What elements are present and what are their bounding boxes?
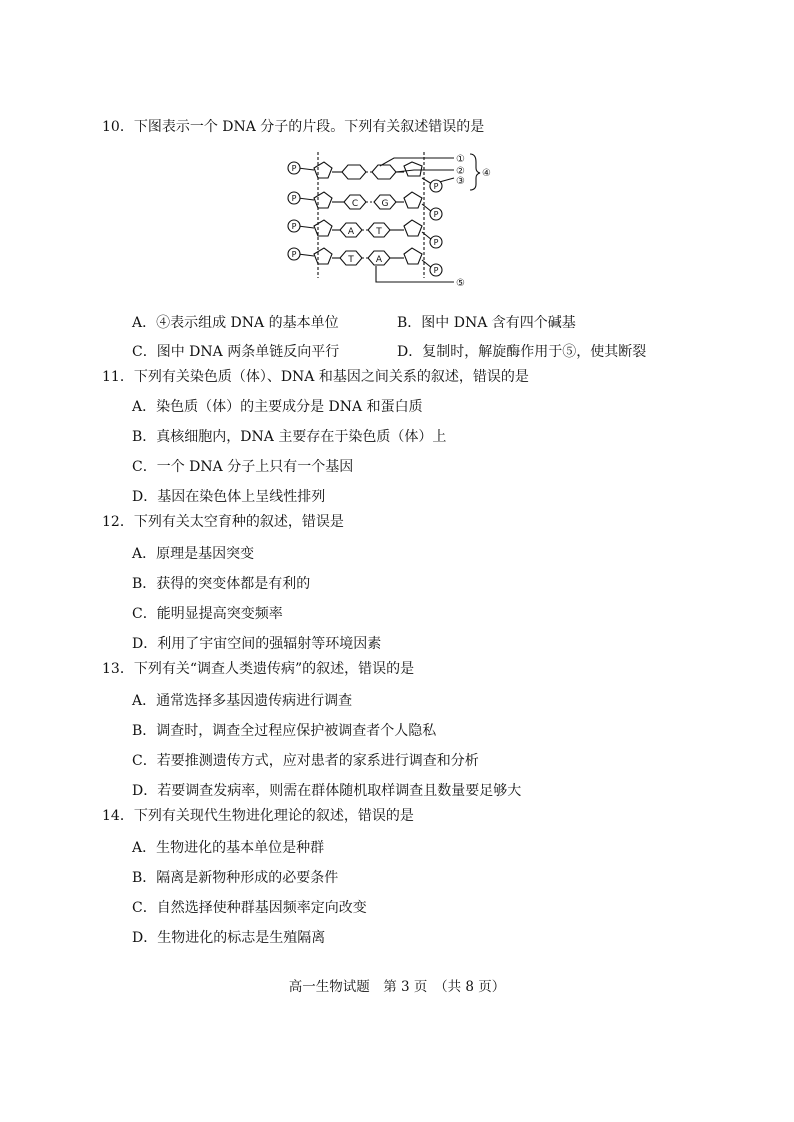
q13-option-d: D．若要调查发病率，则需在群体随机取样调查且数量要足够大 [132, 783, 522, 799]
q12-option-d: D．利用了宇宙空间的强辐射等环境因素 [132, 636, 382, 652]
phosphate-label: P [291, 194, 297, 203]
phosphate-label: P [291, 250, 297, 259]
phosphate-label: P [433, 210, 439, 219]
q13-option-a: A．通常选择多基因遗传病进行调查 [132, 693, 353, 709]
callout-1: ① [456, 154, 465, 165]
base-label: T [376, 227, 382, 237]
q13-option-b: B．调查时，调查全过程应保护被调查者个人隐私 [132, 723, 437, 739]
base-label: A [375, 255, 383, 265]
q10-stem: 10．下图表示一个 DNA 分子的片段。下列有关叙述错误的是 [102, 119, 485, 135]
q13-stem: 13．下列有关“调查人类遗传病”的叙述，错误的是 [102, 661, 415, 677]
q14-option-b: B．隔离是新物种形成的必要条件 [132, 870, 339, 886]
q11-option-a: A．染色质（体）的主要成分是 DNA 和蛋白质 [132, 399, 423, 415]
q11-stem: 11．下列有关染色质（体）、DNA 和基因之间关系的叙述，错误的是 [102, 369, 529, 385]
q12-option-a: A．原理是基因突变 [132, 546, 255, 562]
q12-option-b: B．获得的突变体都是有利的 [132, 576, 311, 592]
phosphate-label: P [291, 222, 297, 231]
q14-option-a: A．生物进化的基本单位是种群 [132, 840, 325, 856]
q10-option-b: B．图中 DNA 含有四个碱基 [397, 315, 576, 331]
q12-stem: 12．下列有关太空育种的叙述，错误是 [102, 514, 344, 530]
q14-option-c: C．自然选择使种群基因频率定向改变 [132, 900, 367, 916]
callout-2: ② [456, 166, 465, 177]
phosphate-label: P [433, 182, 439, 191]
q14-stem: 14．下列有关现代生物进化理论的叙述，错误的是 [102, 808, 414, 824]
q10-option-c: C．图中 DNA 两条单链反向平行 [132, 344, 340, 360]
phosphate-label: P [433, 238, 439, 247]
base-label: C [351, 199, 359, 209]
phosphate-label: P [291, 164, 297, 173]
q10-option-d: D．复制时，解旋酶作用于⑤，使其断裂 [397, 344, 647, 360]
page-footer: 高一生物试题 第 3 页 （共 8 页） [288, 979, 506, 995]
base-label: G [381, 199, 389, 209]
q13-option-c: C．若要推测遗传方式，应对患者的家系进行调查和分析 [132, 753, 479, 769]
callout-4: ④ [482, 168, 491, 179]
base-label: A [347, 227, 355, 237]
dna-fragment-diagram [284, 148, 504, 290]
q12-option-c: C．能明显提高突变频率 [132, 606, 283, 622]
q11-option-d: D．基因在染色体上呈线性排列 [132, 489, 326, 505]
q11-option-b: B．真核细胞内，DNA 主要存在于染色质（体）上 [132, 429, 447, 445]
callout-3: ③ [456, 176, 465, 187]
base-label: T [348, 255, 354, 265]
q11-option-c: C．一个 DNA 分子上只有一个基因 [132, 459, 354, 475]
callout-5: ⑤ [456, 278, 465, 289]
q14-option-d: D．生物进化的标志是生殖隔离 [132, 930, 326, 946]
phosphate-label: P [433, 266, 439, 275]
q10-option-a: A．④表示组成 DNA 的基本单位 [132, 315, 339, 331]
